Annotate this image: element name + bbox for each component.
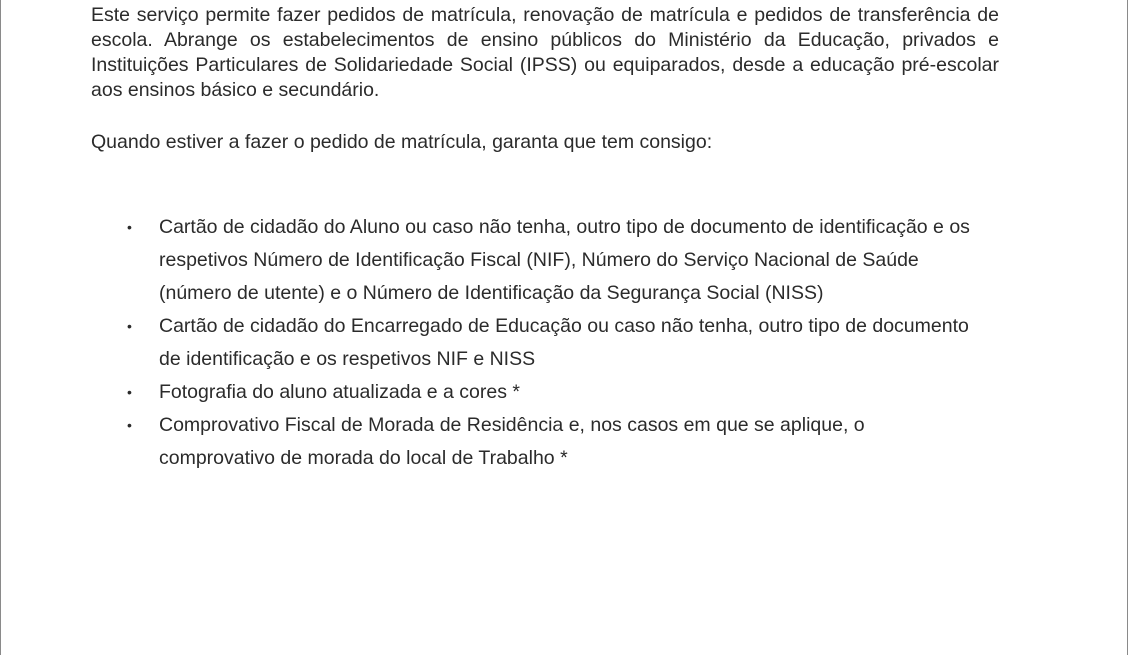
bullet-icon: • <box>127 417 132 433</box>
bullet-icon: • <box>127 384 132 400</box>
list-item <box>127 409 974 475</box>
list-item <box>127 376 974 409</box>
list-item <box>127 211 974 310</box>
bullet-icon: • <box>127 219 132 235</box>
requirement-text: Fotografia do aluno atualizada e a cores * <box>159 381 520 403</box>
requirements-list <box>127 211 974 475</box>
requirement-text: Cartão de cidadão do Aluno ou caso não tenha, outro tipo de documento de identificação e os respetivos Número de Identificação Fiscal (NIF), Número do Serviço Nacional de Saúde (número de utente) e o Número de Identificação da Segurança Social (NISS) <box>159 216 970 304</box>
bullet-icon: • <box>127 318 132 334</box>
requirement-text: Comprovativo Fiscal de Morada de Residência e, nos casos em que se aplique, o comprovativo de morada do local de Trabalho * <box>159 414 865 469</box>
list-item <box>127 310 974 376</box>
checklist-prompt: Quando estiver a fazer o pedido de matrícula, garanta que tem consigo: <box>91 131 713 153</box>
requirement-text: Cartão de cidadão do Encarregado de Educação ou caso não tenha, outro tipo de documento de identificação e os respetivos NIF e NISS <box>159 315 969 370</box>
intro-paragraph: Este serviço permite fazer pedidos de matrícula, renovação de matrícula e pedidos de transferência de escola. Abrange os estabelecimentos de ensino públicos do Ministério da Educação, privados e Instituições Particulares de Solidariedade Social (IPSS) ou equiparados, desde a educação pré-escolar aos ensinos básico e secundário. <box>91 4 999 101</box>
